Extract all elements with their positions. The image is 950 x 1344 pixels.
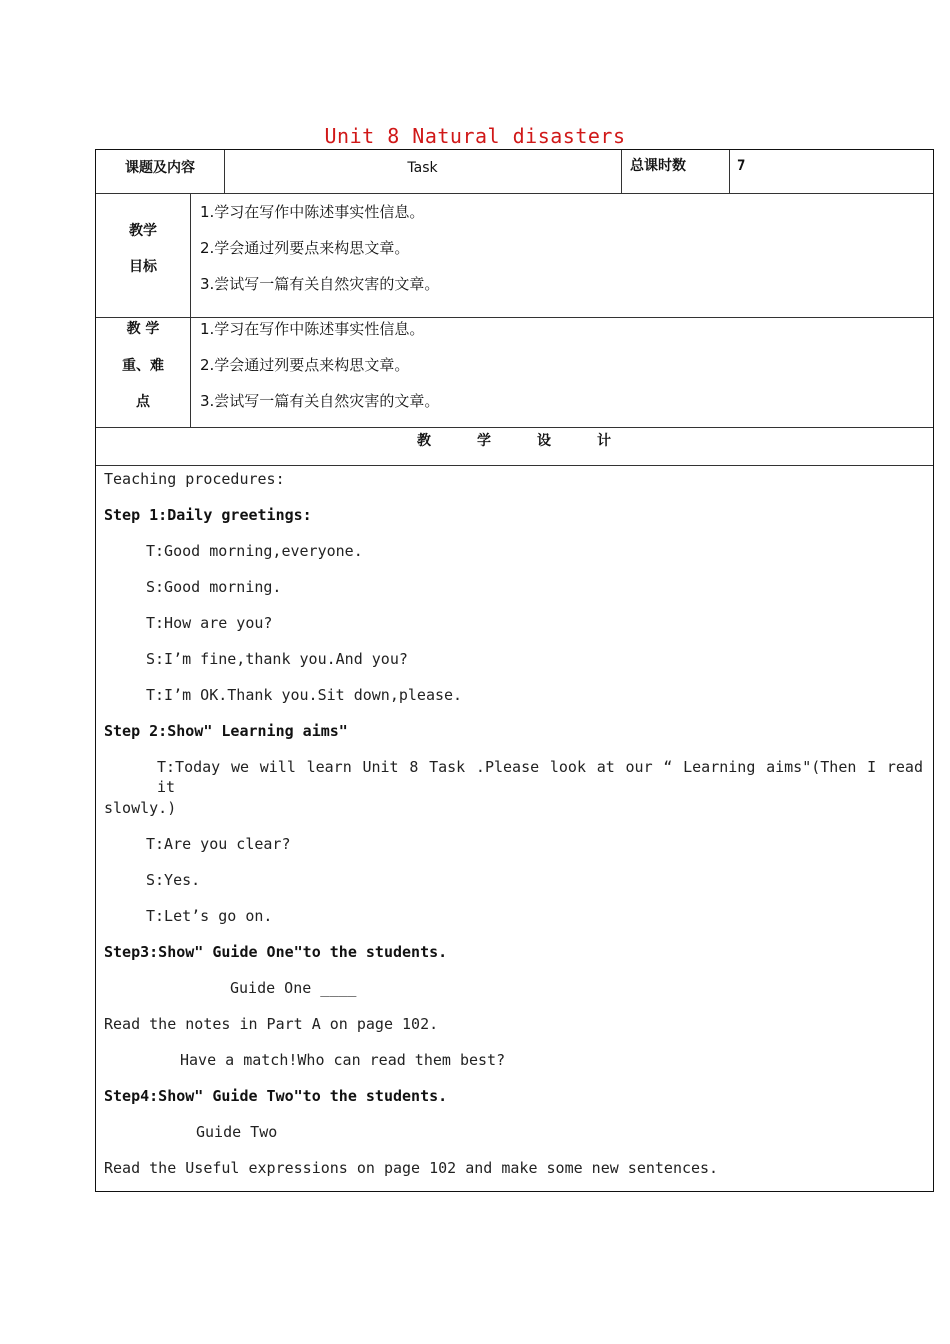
row-divider [96, 427, 933, 428]
key-points-label: 教 学 [126, 321, 160, 337]
dialogue-line: S:Yes. [146, 871, 201, 889]
step-heading: Step3:Show" Guide One"to the students. [104, 943, 448, 961]
design-heading-char: 设 [537, 433, 551, 449]
dialogue-line: T:Good morning,everyone. [146, 542, 363, 560]
dialogue-line: T:Today we will learn Unit 8 Task .Please look at our “ Learning aims"(Then I read it [157, 758, 923, 796]
dialogue-line: T:I’m OK.Thank you.Sit down,please. [146, 686, 463, 704]
design-heading-char: 学 [477, 433, 491, 449]
objective-item: 2.学会通过列要点来构思文章。 [200, 239, 410, 257]
col-divider [621, 150, 622, 193]
row-divider [96, 193, 933, 194]
body-line: Have a match!Who can read them best? [180, 1051, 506, 1069]
objectives-label: 教学 [129, 223, 157, 239]
key-point-item: 2.学会通过列要点来构思文章。 [200, 356, 410, 374]
body-line: slowly.) [104, 799, 177, 817]
dialogue-line: T:Are you clear? [146, 835, 291, 853]
guide-title: Guide One ____ [230, 979, 357, 997]
col-divider [729, 150, 730, 193]
key-points-label: 点 [136, 394, 150, 410]
row-divider [96, 317, 933, 318]
objectives-label: 目标 [129, 259, 157, 275]
design-heading-char: 教 [417, 433, 431, 449]
body-line: Read the Useful expressions on page 102 and make some new sentences. [104, 1159, 719, 1177]
step-heading: Step4:Show" Guide Two"to the students. [104, 1087, 448, 1105]
dialogue-line: T:How are you? [146, 614, 273, 632]
design-heading-char: 计 [597, 433, 611, 449]
document-title: Unit 8 Natural disasters [324, 124, 626, 148]
dialogue-line: S:I’m fine,thank you.And you? [146, 650, 408, 668]
key-point-item: 3.尝试写一篇有关自然灾害的文章。 [200, 392, 440, 410]
guide-title: Guide Two [196, 1123, 278, 1141]
row-divider [96, 465, 933, 466]
dialogue-line: S:Good morning. [146, 578, 282, 596]
step-heading: Step 1:Daily greetings: [104, 506, 312, 524]
objective-item: 3.尝试写一篇有关自然灾害的文章。 [200, 275, 440, 293]
topic-label: 课题及内容 [125, 160, 195, 176]
topic-value: Task [407, 160, 438, 176]
col-divider [190, 193, 191, 427]
key-point-item: 1.学习在写作中陈述事实性信息。 [200, 320, 425, 338]
key-points-label: 重、难 [122, 358, 164, 374]
periods-label: 总课时数 [630, 158, 686, 174]
step-heading: Step 2:Show" Learning aims" [104, 722, 348, 740]
dialogue-line: T:Let’s go on. [146, 907, 273, 925]
body-line: Teaching procedures: [104, 470, 285, 488]
objective-item: 1.学习在写作中陈述事实性信息。 [200, 203, 425, 221]
lesson-plan-table [95, 149, 934, 1192]
periods-value: 7 [737, 158, 746, 174]
body-line: Read the notes in Part A on page 102. [104, 1015, 439, 1033]
